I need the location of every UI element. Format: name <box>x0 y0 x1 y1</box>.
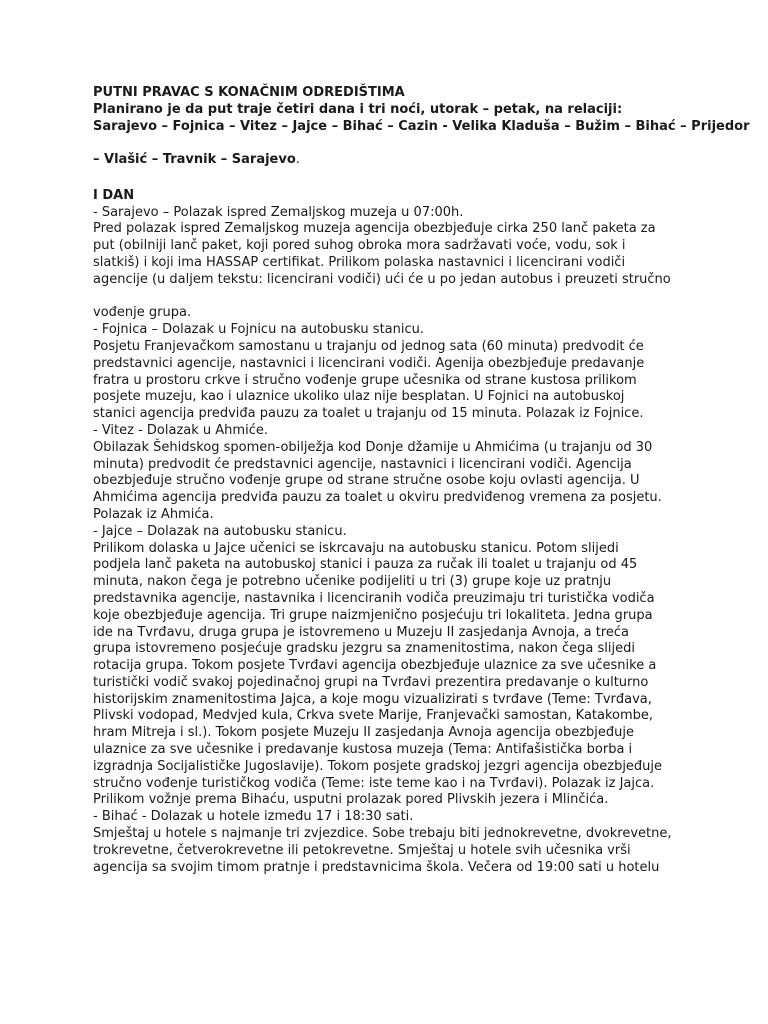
paragraph-line: Prilikom dolaska u Jajce učenici se iskrcavaju na autobusku stanicu. Potom slijedi <box>93 540 619 556</box>
paragraph-line: predstavnici agencije, nastavnici i licencirani vodiči. Agenija obezbjeđuje predavanje <box>93 355 645 371</box>
paragraph-line: posjete muzeju, kao i ulaznice ukoliko ulaz nije besplatan. U Fojnici na autobuskoj <box>93 389 625 405</box>
route-line-2-text: – Vlašić – Travnik – Sarajevo <box>93 152 296 168</box>
paragraph-line: minuta) predvodit će predstavnici agencije, nastavnici i licencirani vodiči. Agencija <box>93 456 632 472</box>
paragraph-line: - Fojnica – Dolazak u Fojnicu na autobusku stanicu. <box>93 322 425 338</box>
route-line-2 <box>93 152 693 169</box>
paragraph-line: put (obilniji lanč paket, koji pored suhog obroka mora sadržavati voće, vodu, sok i <box>93 238 626 254</box>
paragraph-line: - Sarajevo – Polazak ispred Zemaljskog muzeja u 07:00h. <box>93 204 464 220</box>
day-text-block-b <box>93 305 693 876</box>
blank-line <box>93 135 693 152</box>
paragraph-line: ide na Tvrđavu, druga grupa je istovremeno u Muzeju II zasjedanja Avnoja, a treća <box>93 624 630 640</box>
paragraph-line: izgradnja Socijalističke Jugoslavije). Tokom posjete gradskoj jezgri agencija obezbjeđuje <box>93 758 663 774</box>
paragraph-line: slatkiš) i koji ima HASSAP certifikat. Prilikom polaska nastavnici i licencirani vodiči <box>93 254 626 270</box>
paragraph-line: - Bihać - Dolazak u hotele između 17 i 18:30 sati. <box>93 809 414 825</box>
blank-line <box>93 169 693 186</box>
paragraph-line: ulaznice za sve učesnike i predavanje kustosa muzeja (Tema: Antifašistička borba i <box>93 742 633 758</box>
paragraph-line: fratra u prostoru crkve i stručno vođenje grupe učesnika od strane kustosa prilikom <box>93 372 637 388</box>
paragraph-line: Polazak iz Ahmića. <box>93 506 214 522</box>
paragraph-line: Prilikom vožnje prema Bihaću, usputni prolazak pored Plivskih jezera i Mlinčića. <box>93 792 609 808</box>
paragraph-line: historijskim znamenitostima Jajca, a koje mogu vizualizirati s tvrđave (Teme: Tvrđava, <box>93 691 652 707</box>
paragraph-line: Ahmićima agencija predviđa pauzu za toalet u okviru predviđenog vremena za posjetu. <box>93 490 662 506</box>
paragraph-line: vođenje grupa. <box>93 305 192 321</box>
paragraph-line: grupa istovremeno posjećuje gradsku jezgru sa znamenitostima, nakon čega slijedi <box>93 641 635 657</box>
paragraph-line: stanici agencija predviđa pauzu za toalet u trajanju od 15 minuta. Polazak iz Fojnice. <box>93 406 644 422</box>
paragraph-line: turistički vodič svakoj pojedinačnoj grupi na Tvrđavi prezentira predavanje o kulturno <box>93 674 649 690</box>
paragraph-line: Smještaj u hotele s najmanje tri zvjezdice. Sobe trebaju biti jednokrevetne, dvokrevetne, <box>93 826 672 842</box>
paragraph-line: stručno vođenje turističkog vodiča (Teme: iste teme kao i na Tvrđavi). Polazak iz Jajca. <box>93 775 655 791</box>
route-line-2-end: . <box>295 152 300 168</box>
paragraph-line: minuta, nakon čega je potrebno učenike podijeliti u tri (3) grupe koje uz pratnju <box>93 574 612 590</box>
paragraph-line: Plivski vodopad, Medvjed kula, Crkva svete Marije, Franjevački samostan, Katakombe, <box>93 708 654 724</box>
paragraph-line: agencije (u daljem tekstu: licencirani vodiči) ući će u po jedan autobus i preuzeti stručno <box>93 271 671 287</box>
paragraph-line: - Vitez - Dolazak u Ahmiće. <box>93 422 268 438</box>
paragraph-line: rotacija grupa. Tokom posjete Tvrđavi agencija obezbjeđuje ulaznice za sve učesnike a <box>93 658 657 674</box>
paragraph-line: obezbjeđuje stručno vođenje grupe od strane stručne osobe koju ovlasti agencija. U <box>93 473 640 489</box>
paragraph-line: hram Mitreja i sl.). Tokom posjete Muzeju II zasjedanja Avnoja agencija obezbjeđuje <box>93 725 634 741</box>
paragraph-line: Posjetu Franjevačkom samostanu u trajanju od jednog sata (60 minuta) predvodit će <box>93 338 644 354</box>
paragraph-line: Pred polazak ispred Zemaljskog muzeja agencija obezbjeđuje cirka 250 lanč paketa za <box>93 221 656 237</box>
document-page <box>93 85 750 876</box>
blank-line <box>93 289 693 306</box>
paragraph-line: predstavnika agencije, nastavnika i licenciranih vodiča preuzimaju tri turistička vodiča <box>93 590 655 606</box>
day-text-block-a <box>93 205 693 289</box>
paragraph-line: trokrevetne, četverokrevetne ili petokrevetne. Smještaj u hotele svih učesnika vrši <box>93 842 631 858</box>
trip-summary: Planirano je da put traje četiri dana i tri noći, utorak – petak, na relaciji: <box>93 101 623 117</box>
paragraph-line: - Jajce – Dolazak na autobusku stanicu. <box>93 523 347 539</box>
day-heading: I DAN <box>93 187 135 203</box>
paragraph-line: podjela lanč paketa na autobuskoj stanici i pauza za ručak ili toalet u trajanju od 45 <box>93 557 638 573</box>
paragraph-line: Obilazak Šehidskog spomen-obilježja kod Donje džamije u Ahmićima (u trajanju od 30 <box>93 439 653 455</box>
paragraph-line: agencija sa svojim timom pratnje i predstavnicima škola. Večera od 19:00 sati u hotelu <box>93 859 660 875</box>
route-line-1: Sarajevo – Fojnica – Vitez – Jajce – Bihać – Cazin - Velika Kladuša – Bužim – Bihać – Prijedor <box>93 118 750 134</box>
paragraph-line: koje obezbjeđuje agencija. Tri grupe naizmjenično posjećuju tri lokaliteta. Jedna grupa <box>93 607 653 623</box>
document-title: PUTNI PRAVAC S KONAČNIM ODREDIŠTIMA <box>93 85 405 100</box>
